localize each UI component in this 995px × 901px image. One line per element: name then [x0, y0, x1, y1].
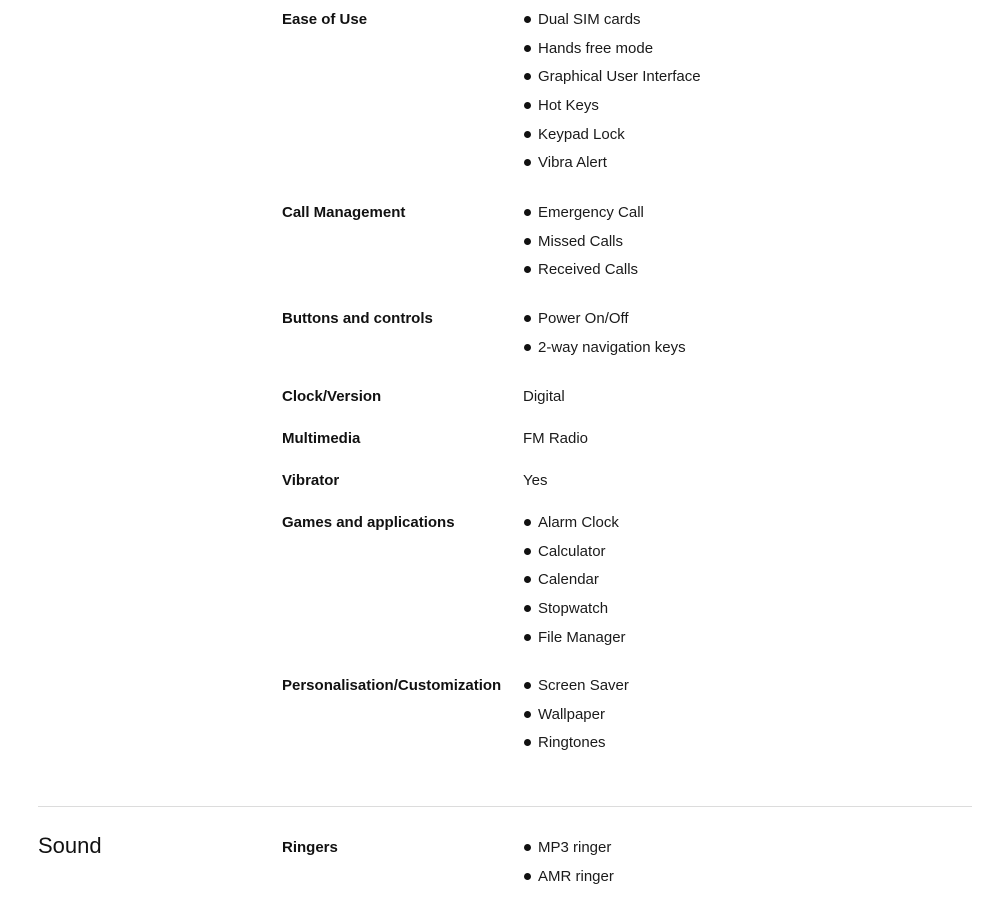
spec-label: Multimedia — [282, 430, 361, 447]
bullet-icon — [524, 576, 531, 583]
spec-value-item — [523, 733, 629, 753]
spec-value-text: Ringtones — [538, 734, 606, 752]
bullet-icon — [524, 605, 531, 612]
spec-value-list — [523, 513, 626, 656]
spec-value-item — [523, 513, 626, 533]
spec-value-item — [523, 96, 701, 116]
spec-value-text: Dual SIM cards — [538, 11, 641, 28]
spec-value-text: Yes — [523, 472, 548, 489]
spec-value-text: Screen Saver — [538, 677, 629, 694]
spec-label: Clock/Version — [282, 388, 382, 405]
spec-value-text: Power On/Off — [538, 310, 629, 327]
spec-value-text: Received Calls — [538, 261, 639, 279]
spec-value-item — [523, 676, 629, 696]
spec-value-text: MP3 ringer — [538, 839, 612, 856]
spec-value-text: Hands free mode — [538, 39, 654, 57]
spec-label: Games and applications — [282, 514, 455, 531]
spec-value-text: File Manager — [538, 628, 626, 646]
spec-value-item — [523, 867, 614, 887]
spec-value-text: Wallpaper — [538, 705, 605, 723]
spec-value-text: Hot Keys — [538, 97, 599, 115]
bullet-icon — [524, 682, 531, 689]
spec-label: Call Management — [282, 204, 406, 221]
spec-value-item — [523, 39, 701, 59]
spec-value-item — [523, 338, 686, 358]
spec-value-text: Keypad Lock — [538, 125, 625, 143]
spec-value-item — [523, 153, 701, 173]
spec-value-list — [523, 309, 686, 366]
spec-label: Ease of Use — [282, 11, 368, 28]
spec-value-item — [523, 309, 686, 329]
spec-value-item — [523, 599, 626, 619]
bullet-icon — [524, 844, 531, 851]
spec-value-text: Emergency Call — [538, 204, 644, 221]
spec-value-item — [523, 203, 644, 223]
spec-label: Vibrator — [282, 472, 340, 489]
bullet-icon — [524, 548, 531, 555]
spec-label: Personalisation/Customization — [282, 677, 502, 694]
spec-value-text: Graphical User Interface — [538, 68, 701, 86]
bullet-icon — [524, 102, 531, 109]
bullet-icon — [524, 344, 531, 351]
spec-value-item — [523, 232, 644, 252]
bullet-icon — [524, 873, 531, 880]
spec-value-item — [523, 705, 629, 725]
bullet-icon — [524, 131, 531, 138]
spec-value-item — [523, 10, 701, 30]
bullet-icon — [524, 315, 531, 322]
spec-value-text: Calendar — [538, 571, 599, 589]
bullet-icon — [524, 238, 531, 245]
spec-value-item — [523, 125, 701, 145]
spec-value-text: Missed Calls — [538, 232, 624, 250]
spec-value-item — [523, 542, 626, 562]
spec-label: Buttons and controls — [282, 310, 433, 327]
spec-value-text: Stopwatch — [538, 600, 609, 618]
spec-value-item — [523, 838, 614, 858]
spec-value-item — [523, 260, 644, 280]
spec-value-text: Alarm Clock — [538, 514, 619, 531]
bullet-icon — [524, 45, 531, 52]
bullet-icon — [524, 209, 531, 216]
spec-value-text: FM Radio — [523, 430, 589, 447]
spec-value-text: 2-way navigation keys — [538, 338, 686, 356]
spec-value-item — [523, 628, 626, 648]
spec-label: Ringers — [282, 839, 338, 856]
bullet-icon — [524, 711, 531, 718]
section-divider — [38, 806, 972, 807]
spec-value-list — [523, 10, 701, 182]
spec-value-text: Vibra Alert — [538, 154, 607, 172]
spec-value-text: Digital — [523, 388, 565, 405]
spec-value-list — [523, 838, 614, 895]
bullet-icon — [524, 16, 531, 23]
spec-value-item — [523, 570, 626, 590]
spec-value-text: Calculator — [538, 542, 606, 560]
spec-value-text: AMR ringer — [538, 867, 614, 885]
bullet-icon — [524, 73, 531, 80]
spec-value-item — [523, 67, 701, 87]
bullet-icon — [524, 519, 531, 526]
bullet-icon — [524, 634, 531, 641]
bullet-icon — [524, 266, 531, 273]
section-title-sound: Sound — [38, 833, 102, 858]
spec-value-list — [523, 203, 644, 289]
bullet-icon — [524, 159, 531, 166]
spec-value-list — [523, 676, 629, 762]
bullet-icon — [524, 739, 531, 746]
